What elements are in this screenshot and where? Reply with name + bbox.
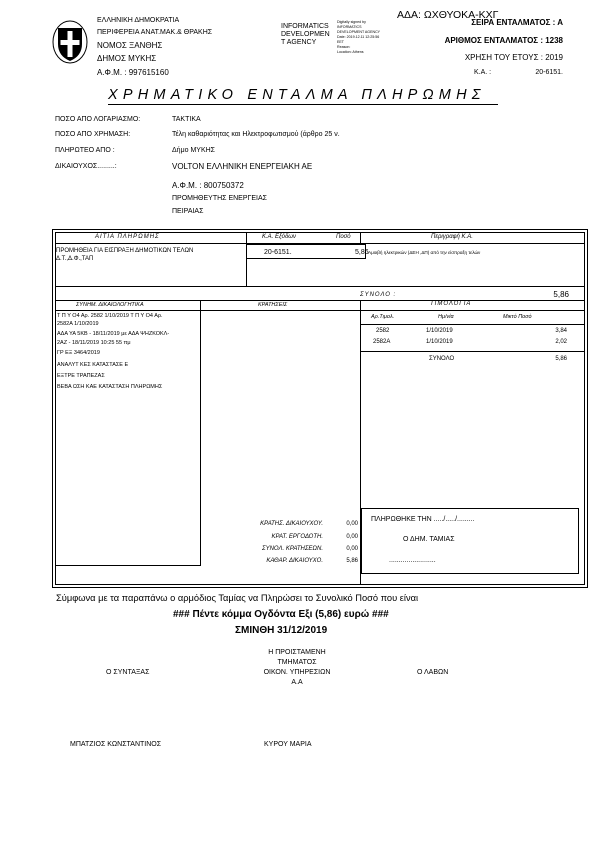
col-amount: Ποσό [336, 234, 351, 240]
invoice-amount: 3,84 [555, 328, 567, 334]
signer-name: T AGENCY [281, 39, 317, 46]
deduction-label: ΚΡΑΤΗΣ. ΔΙΚΑΙΟΥΧΟΥ. [260, 521, 323, 527]
usage-label: ΠΟΣΟ ΑΠΟ ΧΡΗΜΑΣΗ: [55, 131, 131, 138]
document-line: Τ Π Υ Ο4 Αρ. 2582 1/10/2019 Τ Π Υ Ο4 Αρ. [57, 313, 163, 319]
composer-name: ΜΠΑΤΖΙΟΣ ΚΩΝΣΤΑΝΤΙΝΟΣ [70, 741, 162, 748]
document-line: ΒΕΒΑ ΩΣΗ ΚΑΕ ΚΑΤΑΣΤΑΣΗ ΠΛΗΡΩΜΗΣ [57, 384, 163, 390]
document-line: ΑΝΑΛΥΤ ΚΕΣ ΚΑΤΑΣΤΑΣΕ Ε [57, 362, 129, 368]
document-line: ΕΞΤΡΕ ΤΡΑΠΕΖΑΣ [57, 373, 105, 379]
treasurer-dots: ........................ [389, 557, 436, 564]
signer-name: INFORMATICS [281, 23, 329, 30]
invoice-number: 2582Α [373, 339, 391, 345]
deduction-label: ΚΡΑΤ. ΕΡΓΟΔΟΤΗ. [271, 534, 323, 540]
treasurer-label: Ο ΔΗΜ. ΤΑΜΙΑΣ [403, 536, 455, 543]
beneficiary-city: ΠΕΙΡΑΙΑΣ [172, 208, 204, 215]
invoice-total-label: ΣΥΝΟΛΟ [429, 356, 455, 362]
series-label: ΣΕΙΡΑ ΕΝΤΑΛΜΑΤΟΣ : Α [471, 18, 563, 27]
invoice-total-value: 5,86 [555, 356, 567, 362]
ka-row-code: 20-6151. [264, 249, 292, 256]
invoice-amount: 2,02 [555, 339, 567, 345]
document-line: 2582Α 1/10/2019 [57, 321, 99, 327]
usage-value: Τέλη καθαριότητας και Ηλεκτροφωτισμού (άρθρο 25 ν. [172, 131, 340, 138]
warrant-number: ΑΡΙΘΜΟΣ ΕΝΤΑΛΜΑΤΟΣ : 1238 [444, 36, 563, 45]
coat-of-arms-icon [52, 20, 88, 64]
amount-in-words: ### Πέντε κόμμα Ογδόντα Εξι (5,86) ευρώ ### [173, 609, 389, 620]
issuer-afm: Α.Φ.Μ. : 997615160 [97, 68, 169, 77]
account-value: ΤΑΚΤΙΚΑ [172, 116, 201, 123]
issue-date: ΣΜΙΝΘΗ 31/12/2019 [235, 625, 328, 636]
col-deductions: ΚΡΑΤΗΣΕΙΣ [258, 302, 288, 308]
issuer-line: ΝΟΜΟΣ ΞΑΝΘΗΣ [97, 41, 163, 50]
paid-date-line: ΠΛΗΡΩΘΗΚΕ ΤΗΝ ...../...../......... [371, 516, 475, 523]
payer-value: Δήμο ΜΥΚΗΣ [172, 147, 215, 154]
documents-box [55, 310, 201, 566]
deduction-label: ΣΥΝΟΛ. ΚΡΑΤΗΣΕΩΝ. [261, 546, 323, 552]
col-ka: Κ.Α. Εξόδων [262, 234, 296, 240]
head-name: ΚΥΡΟΥ ΜΑΡΙΑ [264, 741, 312, 748]
total-label: ΣΥΝΟΛΟ : [360, 292, 397, 298]
deduction-value: 0,00 [346, 534, 358, 540]
reason-text: Δ.Τ.,Δ.Φ.,ΤΑΠ [56, 256, 94, 262]
invoice-date: 1/10/2019 [426, 339, 453, 345]
payment-instruction: Σύμφωνα με τα παραπάνω ο αρμόδιος Ταμίας να Πληρώσει το Συνολικό Ποσό που είναι [56, 593, 419, 603]
issuer-line: ΔΗΜΟΣ ΜΥΚΗΣ [97, 54, 157, 63]
issuer-line: ΠΕΡΙΦΕΡΕΙΑ ΑΝΑΤ.ΜΑΚ.& ΘΡΑΚΗΣ [97, 29, 213, 36]
page-title: ΧΡΗΜΑΤΙΚΟ ΕΝΤΑΛΜΑ ΠΛΗΡΩΜΗΣ [108, 87, 486, 103]
ka-row-amount: 5,86 [355, 249, 369, 256]
beneficiary-label: ΔΙΚΑΙΟΥΧΟΣ.........: [55, 163, 117, 170]
inv-col-number: Αρ.Τιμολ. [371, 314, 395, 320]
ada-number: ΑΔΑ: ΩΧΘΥΟΚΑ-ΚΧΓ [397, 9, 499, 21]
deduction-label: ΚΑΘΑΡ. ΔΙΚΑΙΟΥΧΟ. [266, 558, 323, 564]
signature-details: Digitally signed by INFORMATICS DEVELOPMENT AGENCY Date: 2019.12.11 12:25:56 EET Reason: Location: Athens [337, 20, 381, 54]
ka-row-description: Αμοιβή ηλεκτρικών (ΔΕΗ ,ΔΠ) από την είσπραξη τελών [368, 250, 481, 255]
issuer-line: ΕΛΛΗΝΙΚΗ ΔΗΜΟΚΡΑΤΙΑ [97, 17, 180, 24]
total-value: 5,86 [553, 290, 569, 299]
col-reason: ΑΙΤΙΑ ΠΛΗΡΩΜΗΣ [95, 234, 160, 240]
beneficiary-value: VOLTON ΕΛΛΗΝΙΚΗ ΕΝΕΡΓΕΙΑΚΗ ΑΕ [172, 162, 313, 171]
fiscal-year: ΧΡΗΣΗ ΤΟΥ ΕΤΟΥΣ : 2019 [464, 53, 563, 62]
beneficiary-profession: ΠΡΟΜΗΘΕΥΤΗΣ ΕΝΕΡΓΕΙΑΣ [172, 195, 267, 202]
deduction-value: 5,86 [346, 558, 358, 564]
deduction-value: 0,00 [346, 521, 358, 527]
document-line: 2ΑΖ - 18/11/2019 10:25 55 πμ [57, 340, 131, 346]
reason-text: ΠΡΟΜΗΘΕΙΑ ΓΙΑ ΕΙΣΠΡΑΞΗ ΔΗΜΟΤΙΚΩΝ ΤΕΛΩΝ [56, 248, 194, 254]
account-label: ΠΟΣΟ ΑΠΟ ΛΟΓΑΡΙΑΣΜΟ: [55, 116, 141, 123]
invoice-date: 1/10/2019 [426, 328, 453, 334]
signer-name: DEVELOPMEN [281, 31, 330, 38]
ka-label: Κ.Α. : [474, 69, 492, 76]
document-line: ΓΡ ΕΞ 3464/2019 [57, 350, 100, 356]
composer-label: Ο ΣΥΝΤΑΞΑΣ [106, 669, 150, 676]
col-description: Περιγραφή Κ.Α. [431, 234, 473, 240]
inv-col-date: Ημ/νία [438, 314, 454, 320]
beneficiary-afm: Α.Φ.Μ. : 800750372 [172, 181, 244, 190]
invoice-number: 2582 [376, 328, 390, 334]
payer-label: ΠΛΗΡΩΤΕΟ ΑΠΟ : [55, 147, 115, 154]
deduction-value: 0,00 [346, 546, 358, 552]
document-line: ΑΔΑ ΥΑ 5ΚΒ - 18/11/2019 με ΑΔΑ ΨΗΖΚΟΚΛ- [57, 331, 170, 337]
receiver-label: Ο ΛΑΒΩΝ [417, 669, 449, 676]
title-underline [108, 104, 498, 105]
col-invoices: ΤΙΜΟΛΟΓΙΑ [430, 301, 472, 307]
head-title: Η ΠΡΟΙΣΤΑΜΕΝΗ ΤΜΗΜΑΤΟΣ ΟΙΚΟΝ. ΥΠΗΡΕΣΙΩΝ Α.Α [263, 649, 331, 686]
col-documents: ΣΥΝΗΜ. ΔΙΚΑΙΟΛΟΓΗΤΙΚΑ [76, 302, 144, 308]
inv-col-amount: Μικτό Ποσό [503, 314, 532, 320]
ka-value: 20-6151. [535, 69, 563, 76]
